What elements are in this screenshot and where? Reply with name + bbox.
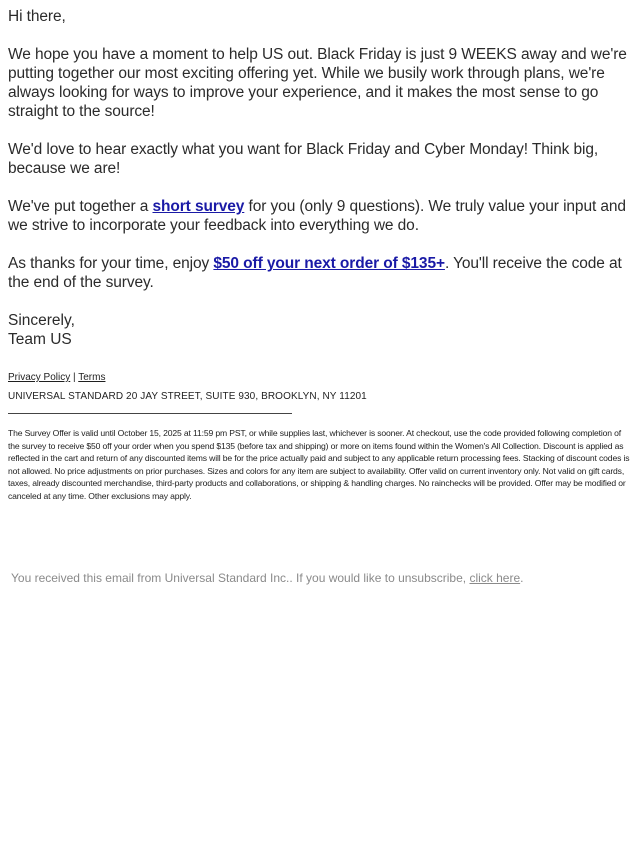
unsubscribe-end: .	[520, 571, 524, 585]
short-survey-link[interactable]: short survey	[152, 198, 245, 215]
offer-text-after: . You'll receive the code at the end of the survey.	[8, 255, 622, 291]
privacy-policy-link[interactable]: Privacy Policy	[8, 372, 71, 383]
message-content	[8, 7, 634, 292]
paragraph-offer	[8, 254, 634, 292]
unsubscribe-link[interactable]: click here	[469, 571, 521, 585]
survey-text-before: We've put together a	[8, 198, 153, 215]
company-address: UNIVERSAL STANDARD 20 JAY STREET, SUITE 930, BROOKLYN, NY 11201	[8, 391, 367, 402]
fine-print: The Survey Offer is valid until October 15, 2025 at 11:59 pm PST, or while supplies last, whichever is sooner. At checkout, use the code provided following completion of the survey to receive $50 off your order when you spend $135 (before tax and shipping) or more on items found within the Women's All Collection. Discount is applied as reflected in the cart and return of any discounted items will be for the price actually paid and subject to any applicable return processing fees. Stacking of discount codes is not allowed. No price adjustments on prior purchases. Sizes and colors for any item are subject to availability. Offer valid on current inventory only. Not valid on gift cards, taxes, already discounted merchandise, third-party products and collaborations, or shipping & handling charges. No rainchecks will be provided. Offer may be modified or canceled at any time. Other exclusions may apply.	[8, 428, 630, 501]
footer-links	[8, 371, 634, 385]
survey-text-after: for you (only 9 questions). We truly value your input and we strive to incorporate your feedback into everything we do.	[8, 198, 626, 234]
terms-link[interactable]: Terms	[78, 372, 106, 383]
paragraph-black-friday: We'd love to hear exactly what you want for Black Friday and Cyber Monday! Think big, because we are!	[8, 141, 599, 177]
offer-link[interactable]: $50 off your next order of $135+	[213, 255, 445, 272]
paragraph-intro: We hope you have a moment to help US out. Black Friday is just 9 WEEKS away and we're putting together our most exciting offering yet. While we busily work through plans, we're always looking for ways to improve your experience, and it makes the most sense to go straight to the source!	[8, 46, 627, 120]
unsubscribe-notice	[11, 570, 523, 586]
footer-separator: |	[70, 372, 79, 383]
divider	[8, 413, 292, 414]
signoff-line: Sincerely,	[8, 312, 75, 329]
unsubscribe-text: You received this email from Universal Standard Inc.. If you would like to unsubscribe,	[11, 571, 470, 585]
offer-text-before: As thanks for your time, enjoy	[8, 255, 214, 272]
signoff-name: Team US	[8, 331, 72, 348]
email-body	[8, 7, 634, 503]
greeting: Hi there,	[8, 8, 66, 25]
paragraph-survey	[8, 197, 634, 235]
